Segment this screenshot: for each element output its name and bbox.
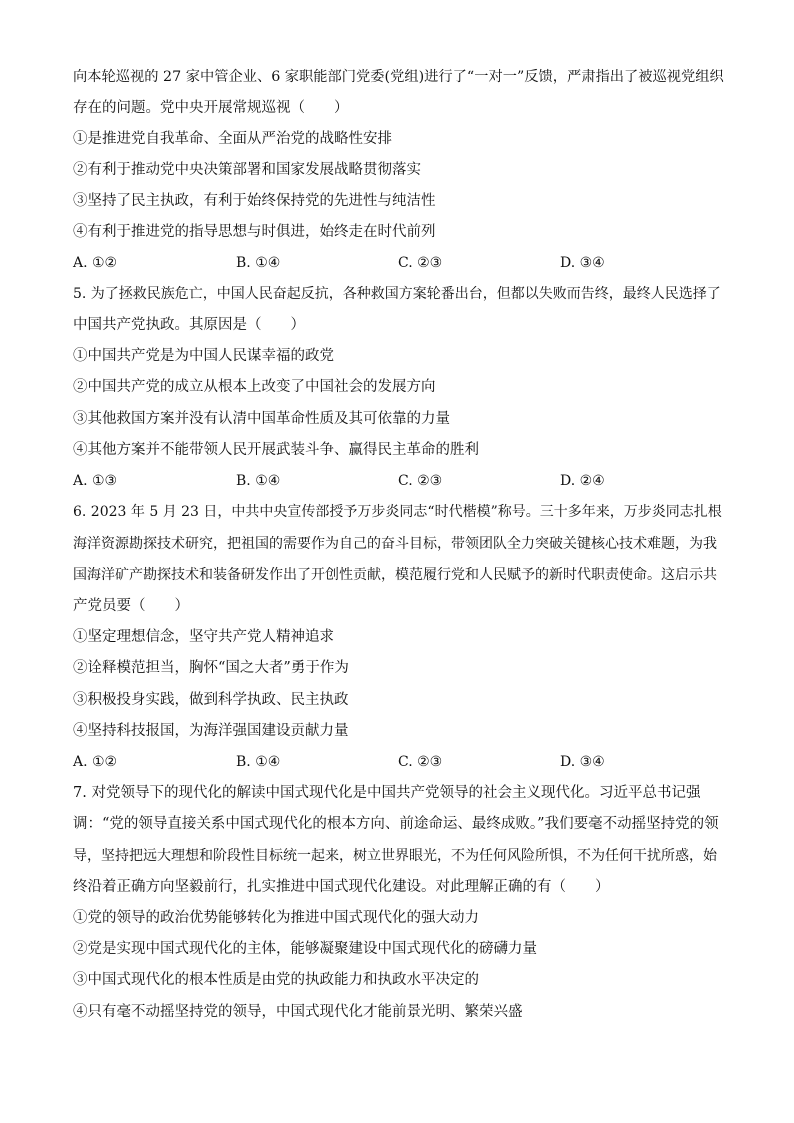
q7-stem-line-4: 终沿着正确方向坚毅前行，扎实推进中国式现代化建设。对此理解正确的有（ ） <box>73 879 610 895</box>
q7-stem-line-2: 调：“党的领导直接关系中国式现代化的根本方向、前途命运、最终成败。”我们要毫不动摇坚持党的领 <box>73 816 719 832</box>
q6-item-4: ④坚持科技报国，为海洋强国建设贡献力量 <box>73 723 349 739</box>
q5-item-4: ④其他方案并不能带领人民开展武装斗争、赢得民主革命的胜利 <box>73 442 479 458</box>
q5-options <box>73 471 723 491</box>
q7-item-4: ④只有毫不动摇坚持党的领导，中国式现代化才能前景光明、繁荣兴盛 <box>73 1004 523 1020</box>
q6-stem-line-1: 6. 2023 年 5 月 23 日，中共中央宣传部授予万步炎同志“时代楷模”称号。三十多年来，万步炎同志扎根 <box>73 504 722 520</box>
q6-option-b: B. ①④ <box>236 754 281 770</box>
q4-item-4: ④有利于推进党的指导思想与时俱进，始终走在时代前列 <box>73 224 436 240</box>
q4-stem-line-2: 存在的问题。党中央开展常规巡视（ ） <box>73 100 349 116</box>
q5-option-d: D. ②④ <box>560 473 605 489</box>
q7-item-3: ③中国式现代化的根本性质是由党的执政能力和执政水平决定的 <box>73 972 479 988</box>
q5-stem-line-2: 中国共产党执政。其原因是（ ） <box>73 317 305 333</box>
q5-item-2: ②中国共产党的成立从根本上改变了中国社会的发展方向 <box>73 379 436 395</box>
q7-item-1: ①党的领导的政治优势能够转化为推进中国式现代化的强大动力 <box>73 910 479 926</box>
q4-option-b: B. ①④ <box>236 255 281 271</box>
q6-item-1: ①坚定理想信念，坚守共产党人精神追求 <box>73 629 334 645</box>
q6-option-a: A. ①② <box>73 754 118 770</box>
q6-item-2: ②诠释模范担当，胸怀“国之大者”勇于作为 <box>73 660 349 676</box>
q6-option-c: C. ②③ <box>398 754 443 770</box>
q5-stem-line-1: 5. 为了拯救民族危亡，中国人民奋起反抗，各种救国方案轮番出台，但都以失败而告终，最终人民选择了 <box>73 286 721 302</box>
q5-option-b: B. ①④ <box>236 473 281 489</box>
q4-options <box>73 253 723 273</box>
q6-options <box>73 752 723 772</box>
q6-item-3: ③积极投身实践，做到科学执政、民主执政 <box>73 692 349 708</box>
q5-option-c: C. ②③ <box>398 473 443 489</box>
q5-option-a: A. ①③ <box>73 473 118 489</box>
q6-stem-line-2: 海洋资源勘探技术研究，把祖国的需要作为自己的奋斗目标，带领团队全力突破关键核心技术难题，为我 <box>73 536 717 552</box>
q4-stem-line-1: 向本轮巡视的 27 家中管企业、6 家职能部门党委(党组)进行了“一对一”反馈，严肃指出了被巡视党组织 <box>73 69 724 85</box>
q7-item-2: ②党是实现中国式现代化的主体，能够凝聚建设中国式现代化的磅礴力量 <box>73 941 537 957</box>
q5-item-3: ③其他救国方案并没有认清中国革命性质及其可依靠的力量 <box>73 411 450 427</box>
q4-option-a: A. ①② <box>73 255 118 271</box>
q7-stem-line-1: 7. 对党领导下的现代化的解读中国式现代化是中国共产党领导的社会主义现代化。习近平总书记强 <box>73 785 701 801</box>
q4-item-3: ③坚持了民主执政，有利于始终保持党的先进性与纯洁性 <box>73 193 436 209</box>
q4-item-1: ①是推进党自我革命、全面从严治党的战略性安排 <box>73 131 392 147</box>
q5-item-1: ①中国共产党是为中国人民谋幸福的政党 <box>73 348 334 364</box>
q4-option-d: D. ③④ <box>560 255 605 271</box>
q6-stem-line-4: 产党员要（ ） <box>73 598 189 614</box>
q6-option-d: D. ③④ <box>560 754 605 770</box>
q4-item-2: ②有利于推动党中央决策部署和国家发展战略贯彻落实 <box>73 162 421 178</box>
q7-stem-line-3: 导，坚持把远大理想和阶段性目标统一起来，树立世界眼光，不为任何风险所惧，不为任何干扰所惑，始 <box>73 848 717 864</box>
q6-stem-line-3: 国海洋矿产勘探技术和装备研发作出了开创性贡献，模范履行党和人民赋予的新时代职责使命。这启示共 <box>73 567 717 583</box>
q4-option-c: C. ②③ <box>398 255 443 271</box>
